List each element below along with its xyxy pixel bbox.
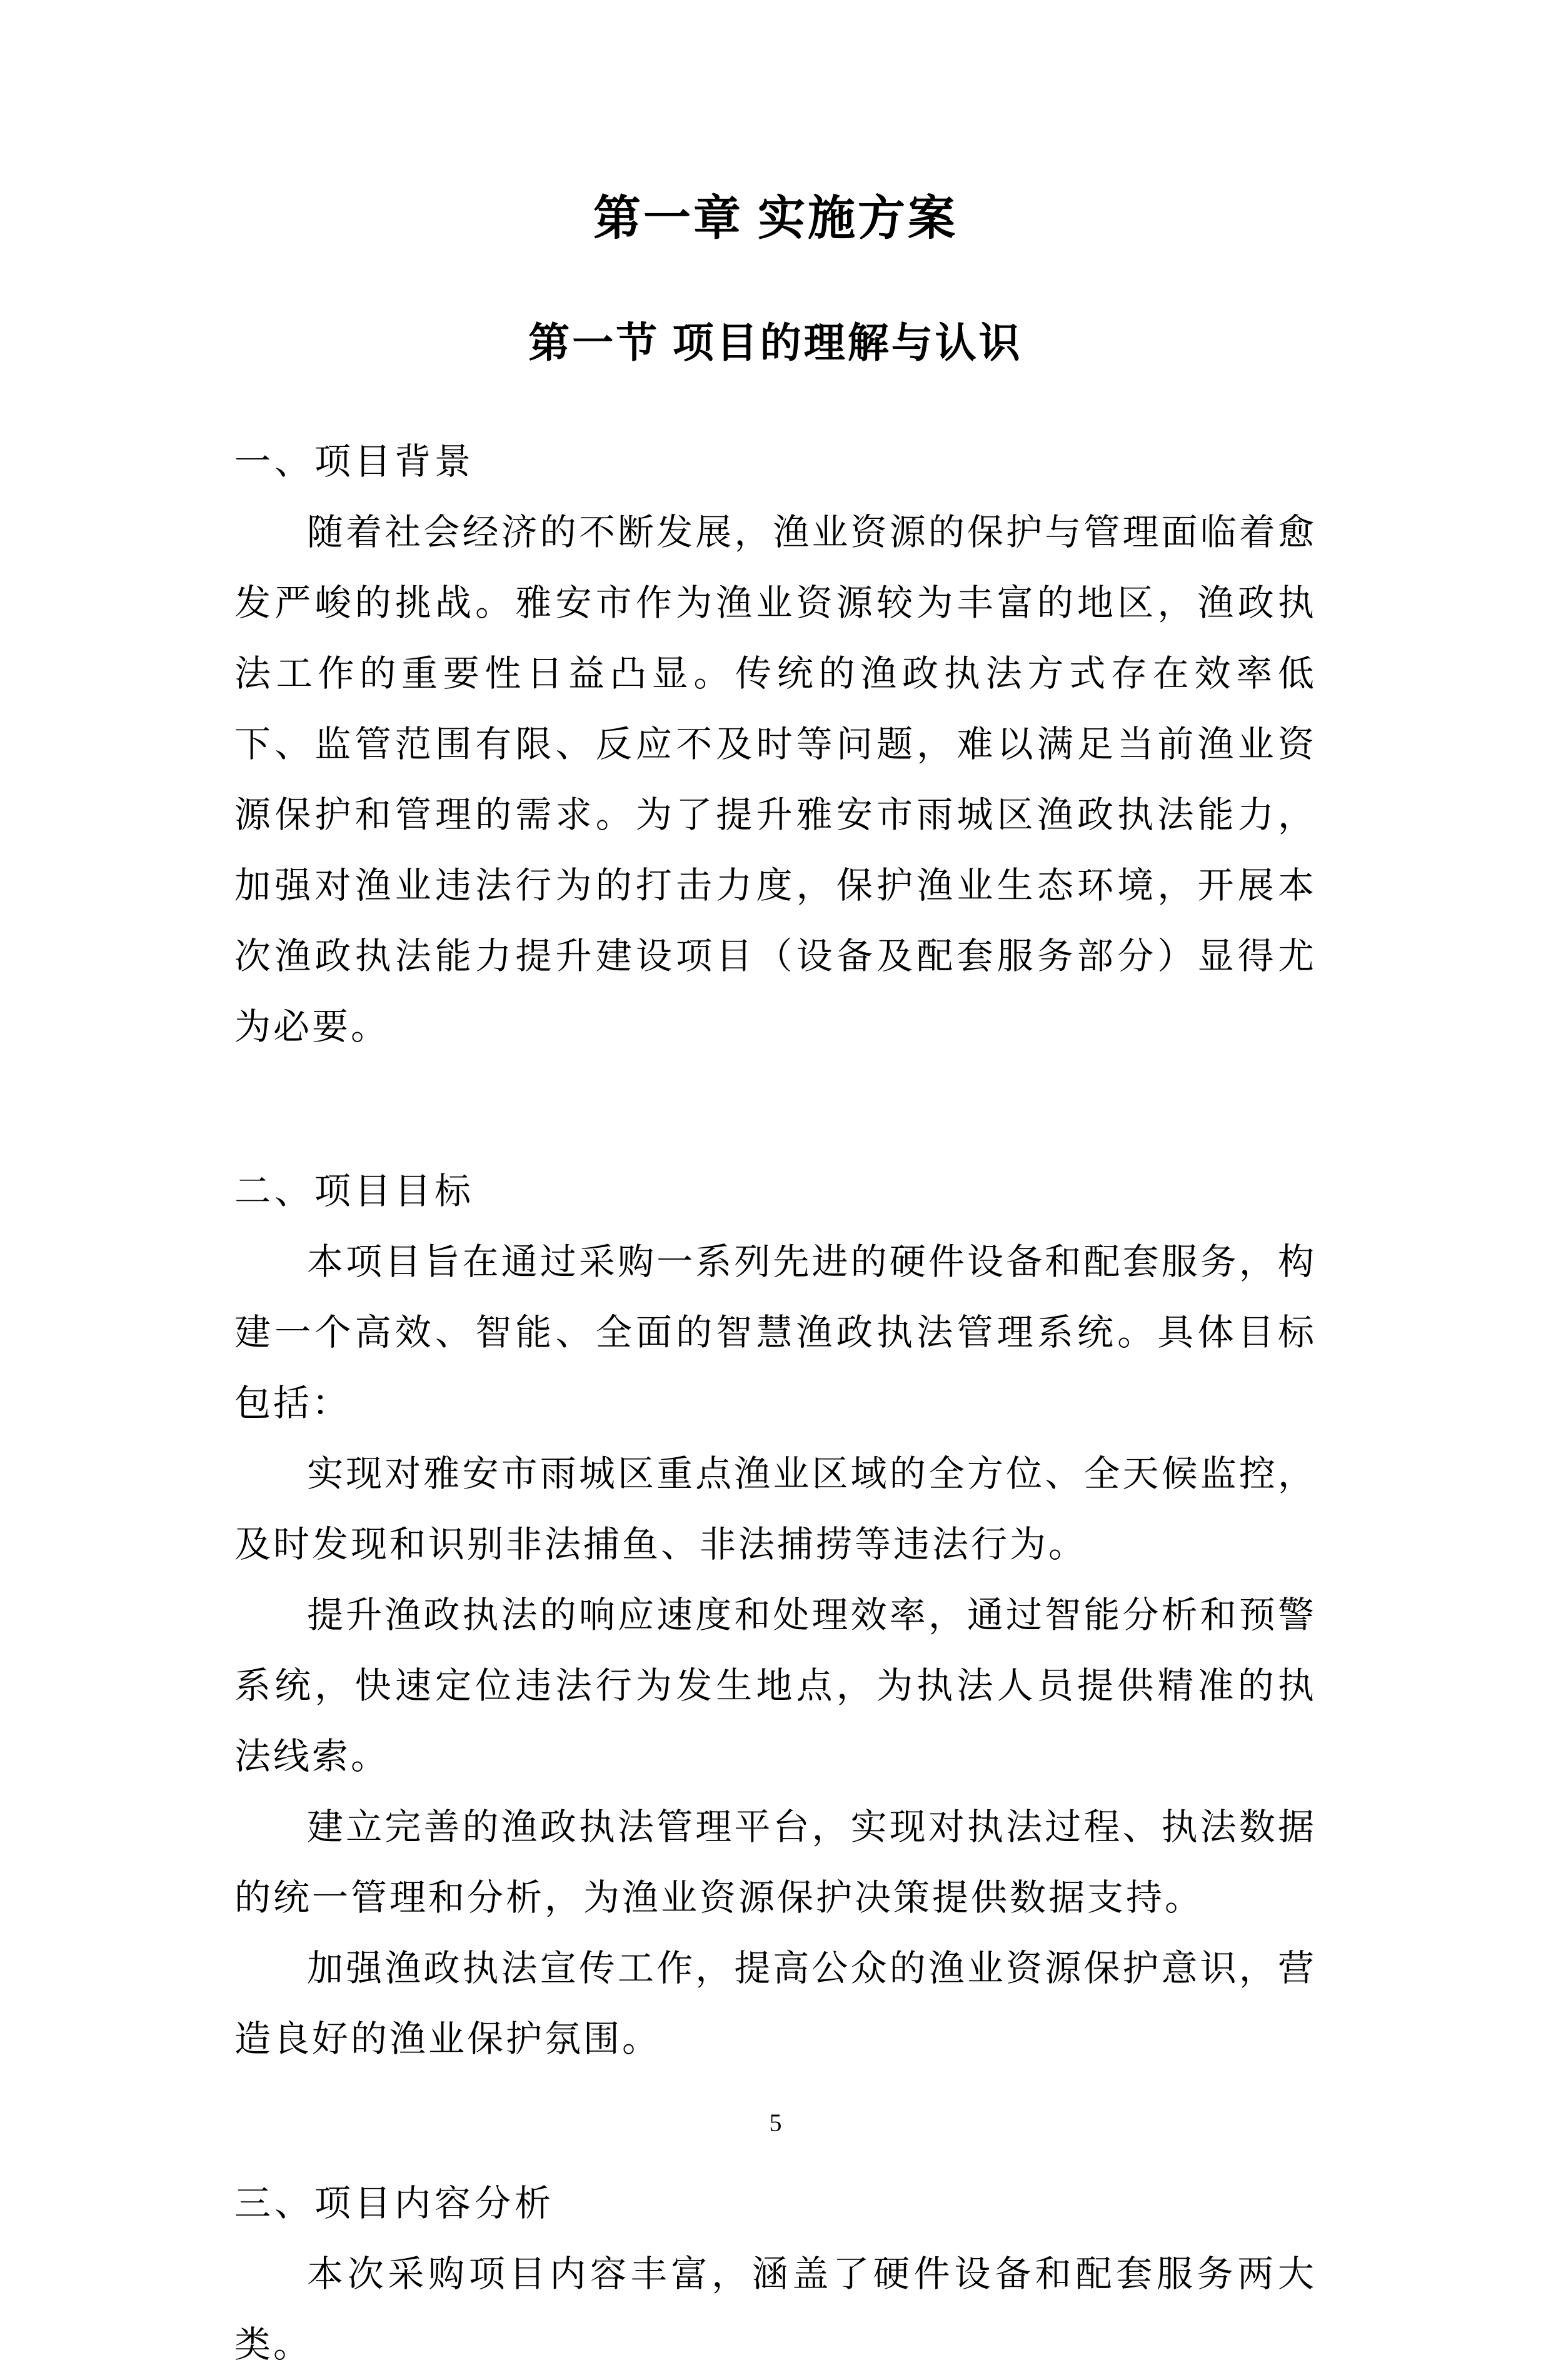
page-content <box>234 189 1317 2380</box>
paragraph: 实现对雅安市雨城区重点渔业区域的全方位、全天候监控，及时发现和识别非法捕鱼、非法捕捞等违法行为。 <box>234 1454 1317 1565</box>
page-number: 5 <box>769 2109 782 2137</box>
chapter-title: 第一章 实施方案 <box>593 193 958 245</box>
section-title: 第一节 项目的理解与认识 <box>528 321 1023 366</box>
section-project-background <box>234 426 1317 1062</box>
section-heading: 二、项目目标 <box>234 1171 475 1212</box>
section-heading: 三、项目内容分析 <box>234 2183 555 2224</box>
paragraph: 随着社会经济的不断发展，渔业资源的保护与管理面临着愈发严峻的挑战。雅安市作为渔业资源较为丰富的地区，渔政执法工作的重要性日益凸显。传统的渔政执法方式存在效率低下、监管范围有限、反应不及时等问题，难以满足当前渔业资源保护和管理的需求。为了提升雅安市雨城区渔政执法能力，加强对渔业违法行为的打击力度，保护渔业生态环境，开展本次渔政执法能力提升建设项目（设备及配套服务部分）显得尤为必要。 <box>234 512 1317 1047</box>
paragraph: 加强渔政执法宣传工作，提高公众的渔业资源保护意识，营造良好的渔业保护氛围。 <box>234 1948 1317 2059</box>
section-heading: 一、项目背景 <box>234 441 475 482</box>
paragraph: 本项目旨在通过采购一系列先进的硬件设备和配套服务，构建一个高效、智能、全面的智慧渔政执法管理系统。具体目标包括： <box>234 1242 1317 1423</box>
paragraph: 提升渔政执法的响应速度和处理效率，通过智能分析和预警系统，快速定位违法行为发生地点，为执法人员提供精准的执法线索。 <box>234 1595 1317 1777</box>
section-project-content-analysis <box>234 2168 1317 2380</box>
paragraph: 建立完善的渔政执法管理平台，实现对执法过程、执法数据的统一管理和分析，为渔业资源保护决策提供数据支持。 <box>234 1807 1317 1918</box>
paragraph: 本次采购项目内容丰富，涵盖了硬件设备和配套服务两大类。 <box>234 2254 1317 2365</box>
section-project-goals <box>234 1156 1317 2074</box>
